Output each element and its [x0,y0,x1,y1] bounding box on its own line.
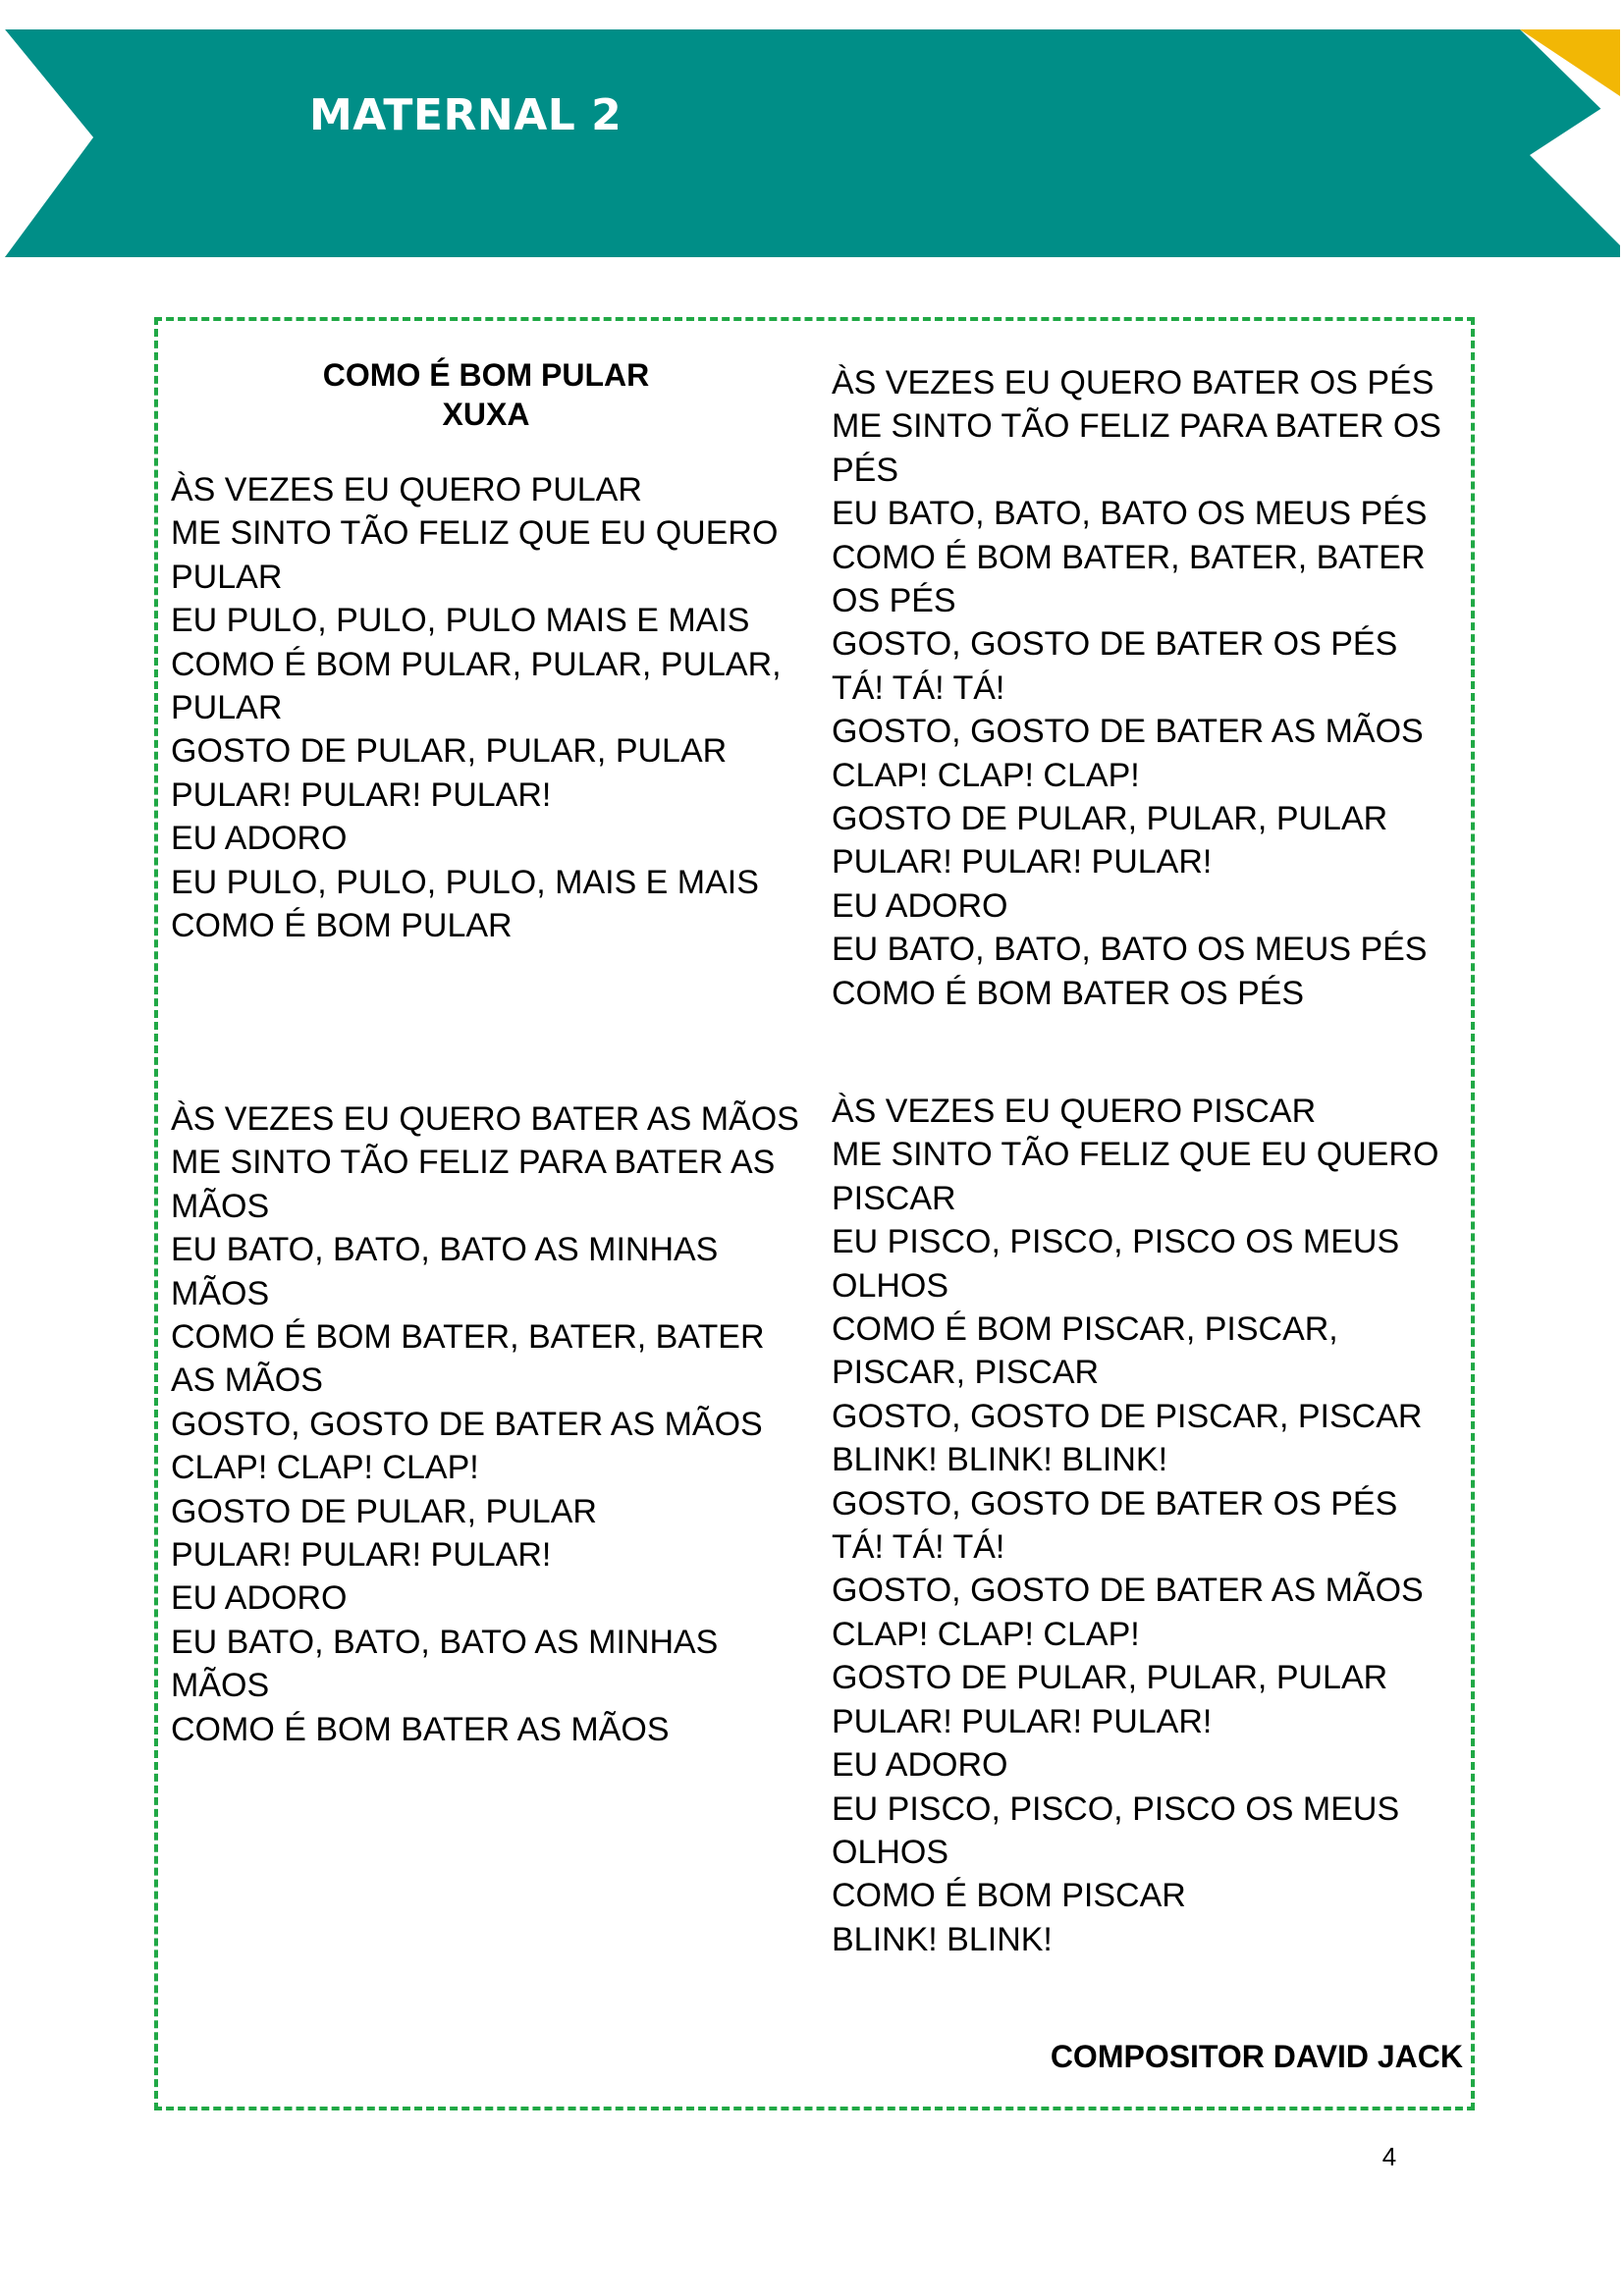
verse-piscar [832,1090,1438,1961]
lyric-line: GOSTO, GOSTO DE BATER AS MÃOS [832,713,1424,751]
lyric-line: ME SINTO TÃO FELIZ PARA BATER OS [832,407,1441,446]
lyric-line: GOSTO DE PULAR, PULAR, PULAR [171,732,728,771]
lyric-line: GOSTO, GOSTO DE BATER AS MÃOS [171,1405,763,1443]
song-title: COMO É BOM PULAR [322,357,650,393]
lyric-line: GOSTO, GOSTO DE PISCAR, PISCAR [832,1397,1423,1435]
lyric-line: MÃOS [171,1187,270,1225]
lyric-line: COMO É BOM BATER, BATER, BATER [171,1318,765,1357]
lyric-line: EU ADORO [832,886,1008,925]
lyric-line: EU BATO, BATO, BATO AS MINHAS [171,1231,719,1269]
banner-graphic [0,0,1624,265]
lyric-line: EU PULO, PULO, PULO MAIS E MAIS [171,602,750,640]
lyric-line: ME SINTO TÃO FELIZ QUE EU QUERO [832,1136,1439,1174]
lyric-line: PULAR! PULAR! PULAR! [832,843,1213,881]
verse-pular [171,468,782,947]
lyric-line: COMO É BOM PULAR [171,907,513,945]
lyric-line: EU PISCO, PISCO, PISCO OS MEUS [832,1789,1400,1828]
lyric-line: BLINK! BLINK! BLINK! [832,1441,1168,1479]
lyric-line: MÃOS [171,1667,270,1705]
lyric-line: TÁ! TÁ! TÁ! [832,1528,1005,1567]
lyric-line: ÀS VEZES EU QUERO PISCAR [832,1093,1317,1130]
lyric-line: ÀS VEZES EU QUERO BATER OS PÉS [832,364,1435,401]
lyric-line: ME SINTO TÃO FELIZ QUE EU QUERO [171,514,779,553]
lyric-line: PULAR! PULAR! PULAR! [171,775,552,814]
verse-bater-os-pes [832,361,1441,1015]
composer-credit: COMPOSITOR DAVID JACK [1050,2039,1463,2074]
lyric-line: PÉS [832,451,899,489]
lyric-line: EU ADORO [171,1579,348,1618]
banner-band [5,29,1620,257]
lyric-line: GOSTO DE PULAR, PULAR, PULAR [832,800,1388,838]
lyric-line: EU PISCO, PISCO, PISCO OS MEUS [832,1223,1400,1261]
lyric-line: EU ADORO [171,820,348,858]
lyric-line: COMO É BOM PISCAR [832,1877,1186,1915]
lyric-line: ME SINTO TÃO FELIZ PARA BATER AS [171,1144,776,1182]
lyric-line: ÀS VEZES EU QUERO PULAR [171,471,642,508]
lyric-line: AS MÃOS [171,1362,323,1400]
lyric-line: COMO É BOM BATER OS PÉS [832,974,1305,1012]
song-heading [265,355,707,434]
verse-bater-as-maos [171,1097,799,1751]
song-artist: XUXA [442,397,530,432]
lyric-line: EU BATO, BATO, BATO AS MINHAS [171,1623,719,1661]
lyric-line: PULAR [171,558,283,596]
lyric-line: EU ADORO [832,1746,1008,1785]
lyric-line: GOSTO DE PULAR, PULAR, PULAR [832,1659,1388,1697]
lyric-line: PISCAR, PISCAR [832,1354,1100,1392]
lyric-line: PULAR! PULAR! PULAR! [832,1702,1213,1740]
lyric-line: GOSTO, GOSTO DE BATER OS PÉS [832,625,1398,664]
lyric-line: CLAP! CLAP! CLAP! [171,1449,479,1487]
lyric-line: CLAP! CLAP! CLAP! [832,756,1140,794]
lyric-line: PULAR [171,689,283,727]
lyric-line: OLHOS [832,1833,949,1871]
lyric-line: OS PÉS [832,582,956,620]
lyric-line: GOSTO, GOSTO DE BATER OS PÉS [832,1484,1398,1522]
lyric-line: COMO É BOM PULAR, PULAR, PULAR, [171,645,782,683]
lyric-line: CLAP! CLAP! CLAP! [832,1615,1140,1653]
lyric-line: COMO É BOM BATER AS MÃOS [171,1710,670,1748]
lyric-line: GOSTO DE PULAR, PULAR [171,1492,597,1530]
lyric-line: GOSTO, GOSTO DE BATER AS MÃOS [832,1572,1424,1610]
page-number: 4 [1381,2142,1397,2171]
lyric-line: PISCAR [832,1179,956,1217]
lyric-line: EU BATO, BATO, BATO OS MEUS PÉS [832,931,1428,969]
lyric-line: COMO É BOM BATER, BATER, BATER [832,538,1426,576]
lyric-line: PULAR! PULAR! PULAR! [171,1536,552,1575]
lyric-line: ÀS VEZES EU QUERO BATER AS MÃOS [171,1100,799,1138]
lyric-line: TÁ! TÁ! TÁ! [832,668,1005,707]
header-banner [0,0,1624,265]
lyric-line: MÃOS [171,1274,270,1312]
lyric-line: EU BATO, BATO, BATO OS MEUS PÉS [832,495,1428,533]
lyric-line: COMO É BOM PISCAR, PISCAR, [832,1310,1338,1349]
lyric-line: EU PULO, PULO, PULO, MAIS E MAIS [171,863,759,901]
lyric-line: OLHOS [832,1266,949,1305]
lyric-line: BLINK! BLINK! [832,1920,1053,1958]
page-title: MATERNAL 2 [309,90,623,140]
